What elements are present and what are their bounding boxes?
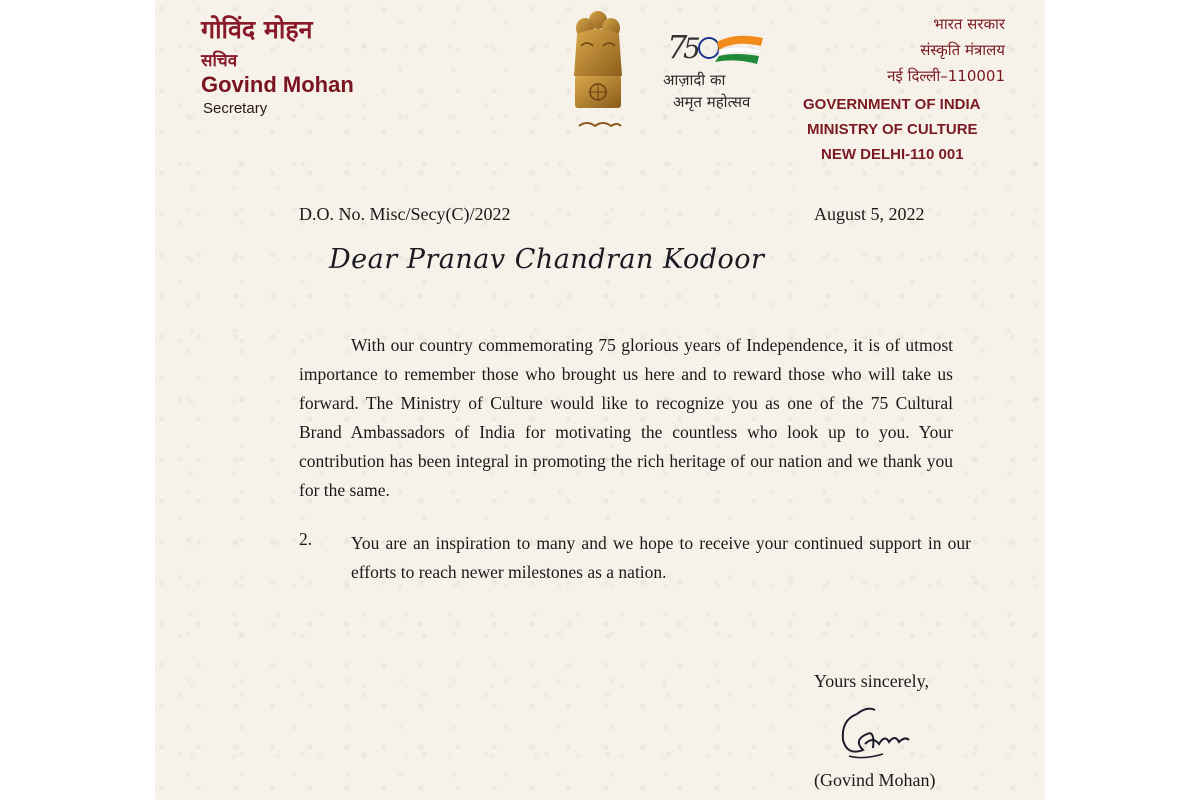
sender-name-hindi: गोविंद मोहन (201, 15, 313, 44)
reference-number: D.O. No. Misc/Secy(C)/2022 (299, 204, 511, 224)
address-english-line2: MINISTRY OF CULTURE (807, 121, 978, 138)
signature-icon (823, 700, 923, 768)
sender-name-english: Govind Mohan (201, 72, 354, 97)
address-hindi-line2: संस्कृति मंत्रालय (920, 41, 1005, 59)
address-english-line3: NEW DELHI-110 001 (821, 146, 964, 163)
svg-text:5: 5 (683, 32, 701, 65)
azadi-logo-line2: अमृत महोत्सव (673, 93, 751, 111)
closing-line: Yours sincerely, (814, 671, 929, 691)
signer-name: (Govind Mohan) (814, 770, 936, 790)
body-paragraph-2: You are an inspiration to many and we hope to receive your continued support in our efforts to reach newer milestones as a nation. (351, 533, 971, 582)
sender-title-english: Secretary (203, 100, 268, 117)
national-emblem-icon (567, 6, 629, 146)
azadi-logo-line1: आज़ादी का (663, 71, 726, 89)
paragraph-number-2: 2. (299, 529, 313, 549)
address-hindi-line1: भारत सरकार (933, 15, 1005, 33)
svg-text:7: 7 (667, 28, 688, 66)
body-paragraph-1: With our country commemorating 75 glorious years of Independence, it is of utmost importance to remember those who brought us here and to reward those who will take us forward. The Ministry of Culture would like to recognize you as one of the 75 Cultural Brand Ambassadors of India for motivating the countless who look up to you. Your contribution has been integral in promoting the rich heritage of our nation and we thank you for the same. (299, 335, 953, 500)
salutation-handwritten: Dear Pranav Chandran Kodoor (329, 244, 765, 275)
sender-title-hindi: सचिव (201, 51, 238, 71)
address-english-line1: GOVERNMENT OF INDIA (803, 96, 981, 113)
letter-sheet (155, 0, 1045, 800)
letter-date: August 5, 2022 (814, 204, 925, 224)
address-hindi-line3: नई दिल्ली–110001 (887, 67, 1005, 85)
